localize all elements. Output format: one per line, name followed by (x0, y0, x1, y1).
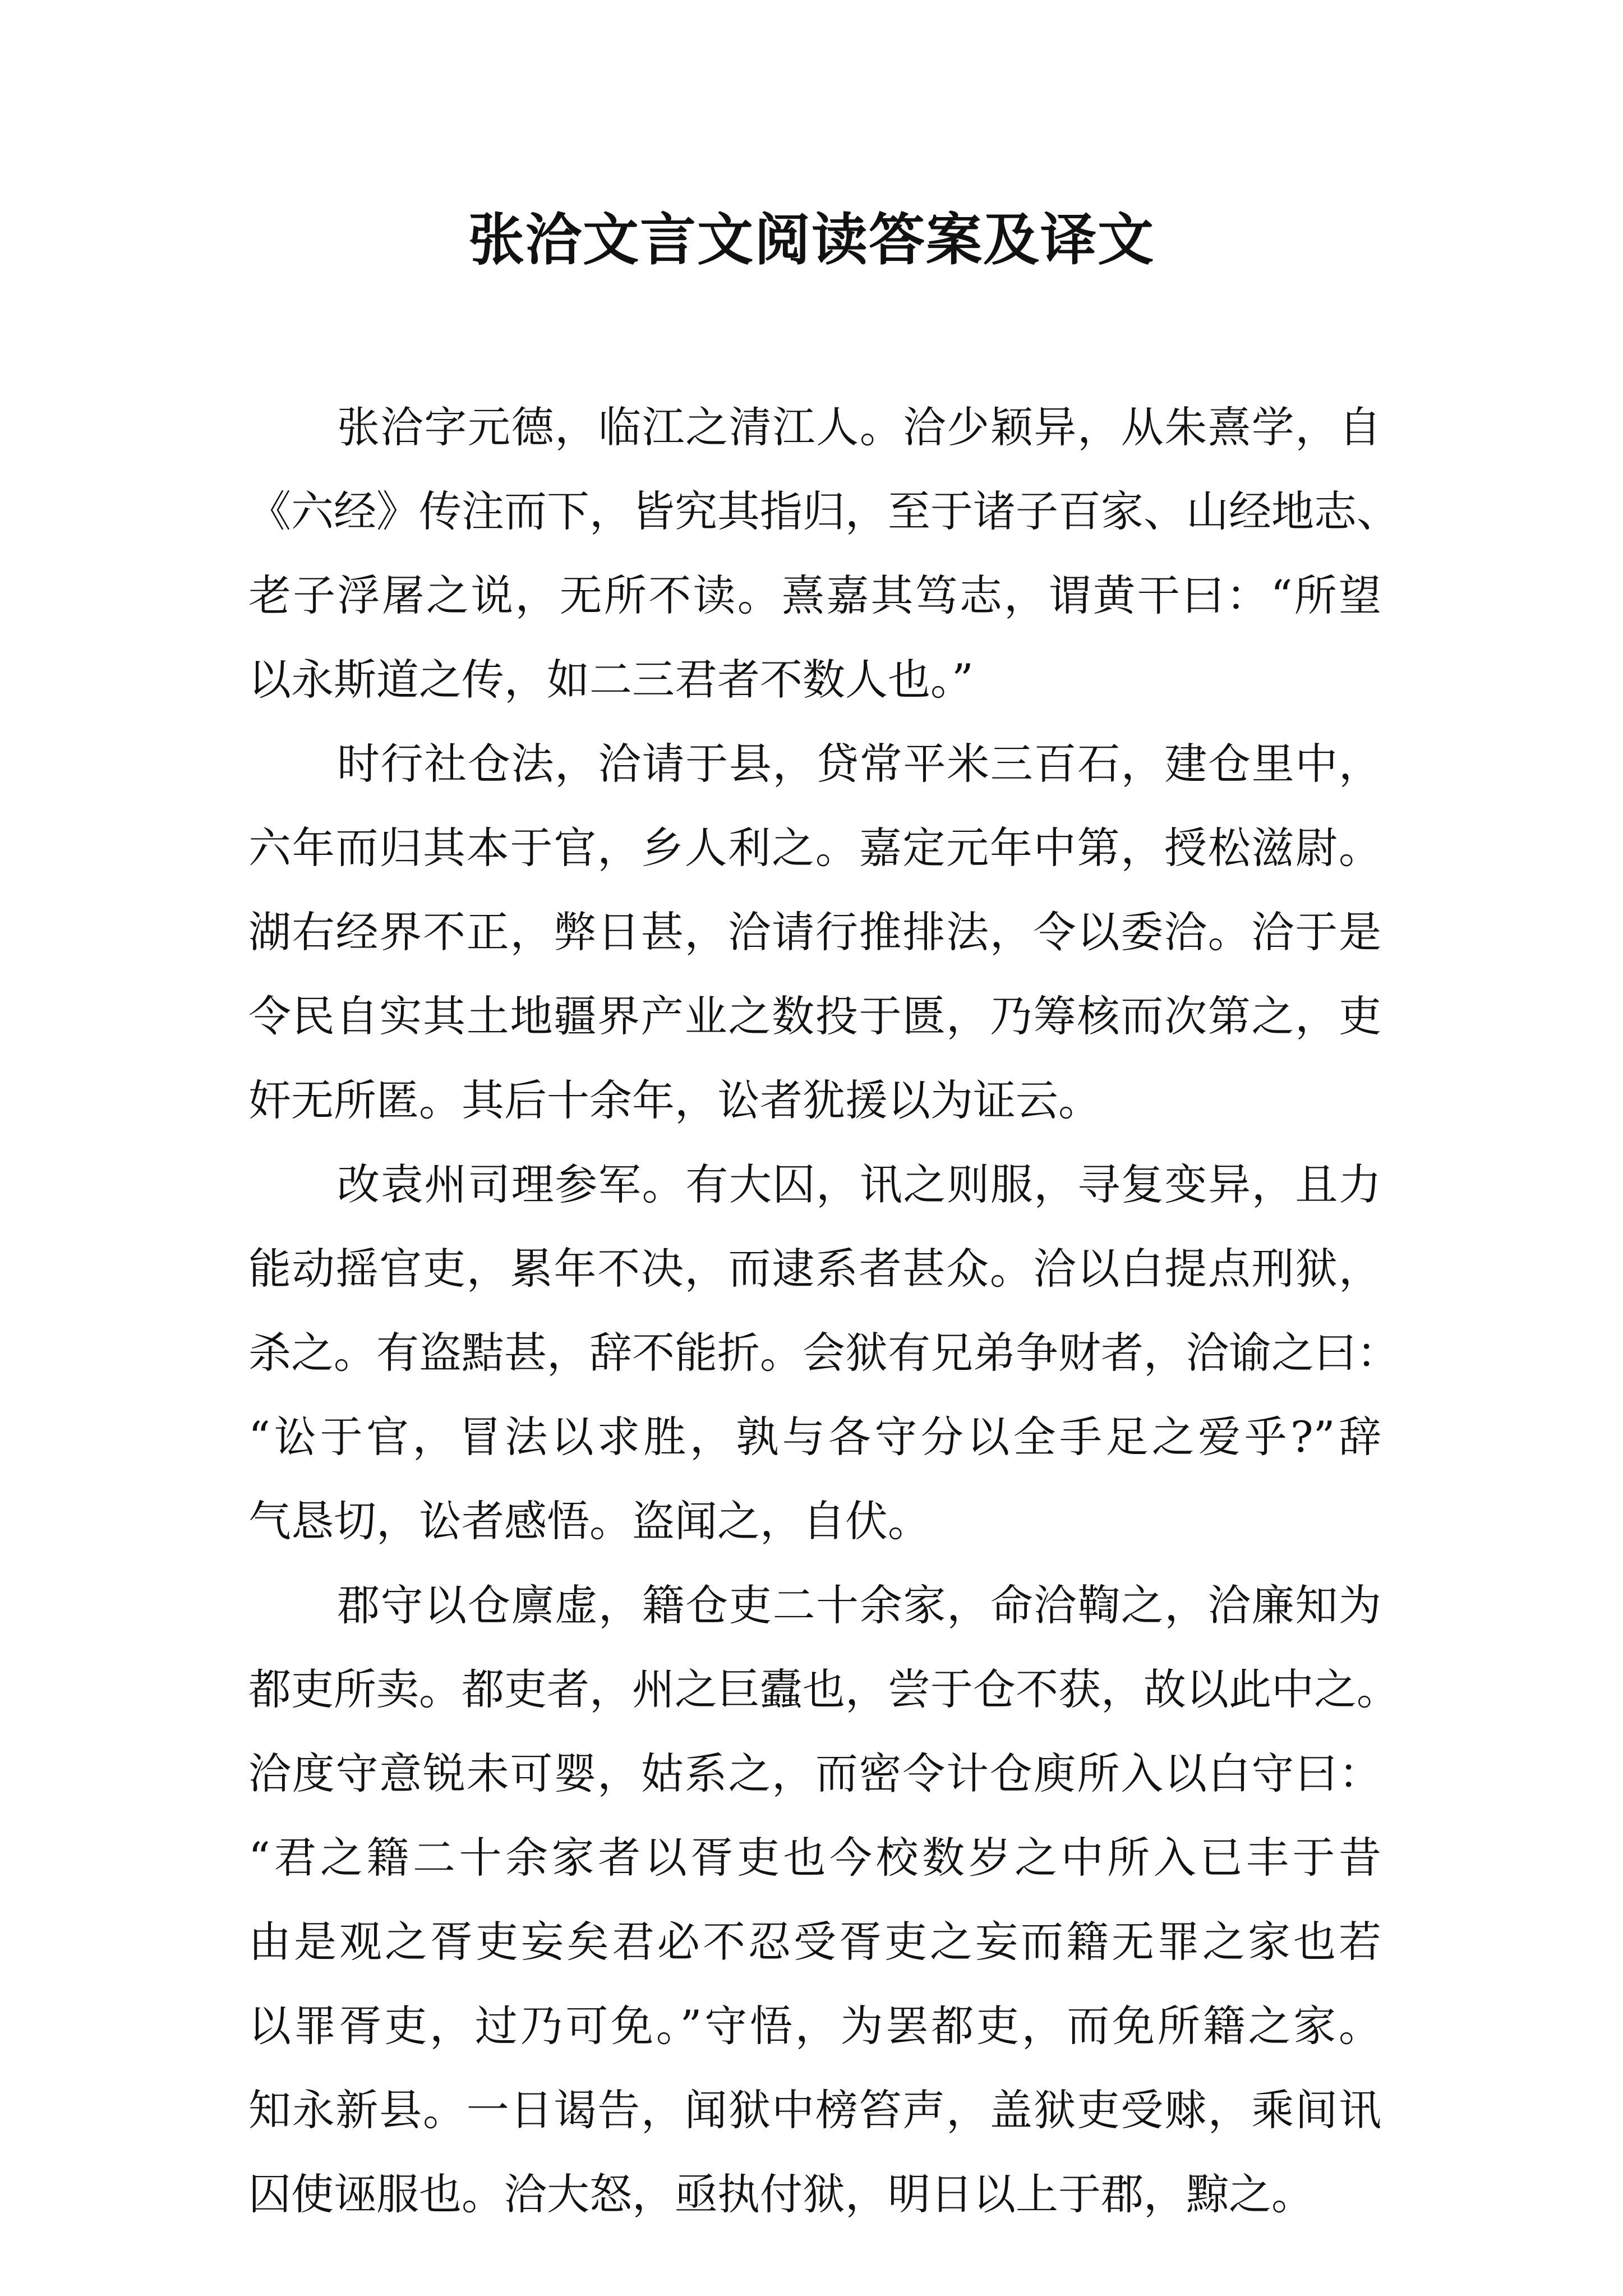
paragraph-line: 改袁州司理参军。有大囚，讯之则服，寻复变异，且力 (337, 1159, 1381, 1209)
paragraph-line: 都吏所卖。都吏者，州之巨蠹也，尝于仓不获，故以此中之。 (248, 1664, 1399, 1714)
paragraph-line: 知永新县。一日谒告，闻狱中榜笞声，盖狱吏受赇，乘间讯 (248, 2085, 1381, 2135)
paragraph-line: 气恳切，讼者感悟。盗闻之，自伏。 (248, 1496, 930, 1546)
paragraph-line: 六年而归其本于官，乡人利之。嘉定元年中第，授松滋尉。 (248, 823, 1381, 873)
paragraph-line: 郡守以仓廪虚，籍仓吏二十余家，命洽鞫之，洽廉知为 (337, 1580, 1381, 1630)
paragraph-line: 老子浮屠之说，无所不读。熹嘉其笃志，谓黄干曰：“所望 (248, 570, 1381, 620)
paragraph-line: 杀之。有盗黠甚，辞不能折。会狱有兄弟争财者，洽谕之曰： (248, 1328, 1399, 1378)
paragraph-line: 由是观之胥吏妄矣君必不忍受胥吏之妄而籍无罪之家也若 (248, 1917, 1381, 1967)
document-body (248, 385, 1399, 2237)
paragraph-line: 以罪胥吏，过乃可免。”守悟，为罢都吏，而免所籍之家。 (248, 2001, 1381, 2051)
paragraph-line: 囚使诬服也。洽大怒，亟执付狱，明日以上于郡，黥之。 (248, 2169, 1314, 2219)
paragraph-line: “讼于官，冒法以求胜，孰与各守分以全手足之爱乎?”辞 (248, 1412, 1381, 1462)
paragraph-line: 能动摇官吏，累年不决，而逮系者甚众。洽以白提点刑狱， (248, 1244, 1381, 1294)
paragraph-line: 湖右经界不正，弊日甚，洽请行推排法，令以委洽。洽于是 (248, 907, 1381, 957)
paragraph-line: “君之籍二十余家者以胥吏也今校数岁之中所入已丰于昔 (248, 1833, 1381, 1883)
paragraph-line: 令民自实其土地疆界产业之数投于匮，乃筹核而次第之，吏 (248, 991, 1381, 1041)
paragraph-line: 《六经》传注而下，皆究其指归，至于诸子百家、山经地志、 (248, 486, 1399, 536)
page-title: 张洽文言文阅读答案及译文 (468, 206, 1155, 273)
paragraph-line: 以永斯道之传，如二三君者不数人也。” (248, 655, 974, 705)
paragraph-line: 洽度守意锐未可婴，姑系之，而密令计仓庾所入以白守曰： (248, 1749, 1381, 1798)
paragraph-line: 时行社仓法，洽请于县，贷常平米三百石，建仓里中， (337, 739, 1381, 789)
paragraph-line: 奸无所匿。其后十余年，讼者犹援以为证云。 (248, 1075, 1101, 1125)
paragraph-line: 张洽字元德，临江之清江人。洽少颖异，从朱熹学，自 (337, 402, 1381, 452)
